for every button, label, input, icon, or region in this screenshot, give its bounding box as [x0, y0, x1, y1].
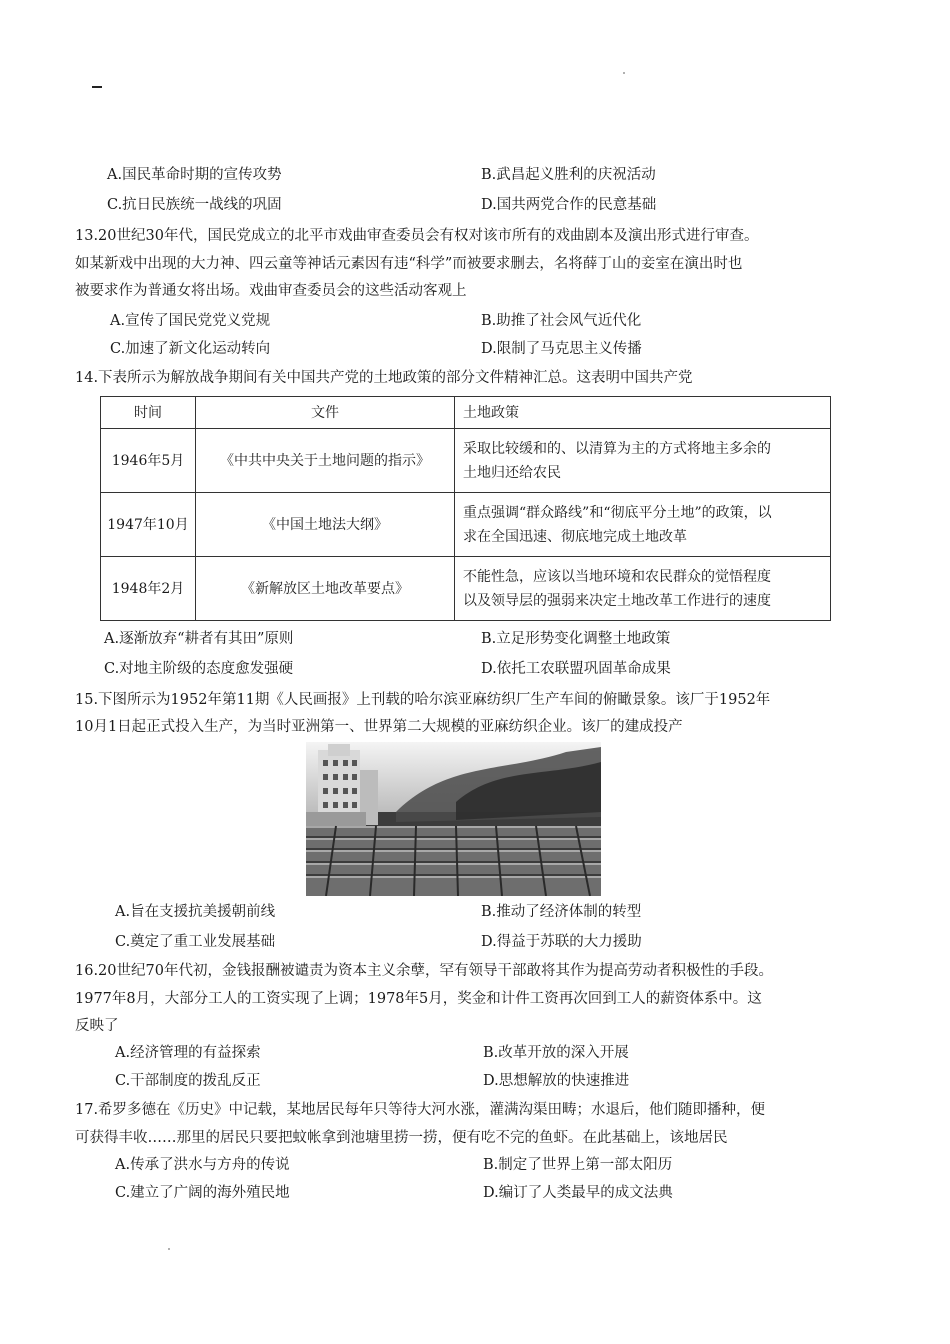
- policy-line: 土地归还给农民: [463, 464, 561, 481]
- policy-line: 采取比较缓和的、以清算为主的方式将地主多余的: [463, 440, 771, 457]
- q14-option-b[interactable]: B.立足形势变化调整土地政策: [481, 631, 671, 647]
- q13-option-c[interactable]: C.加速了新文化运动转向: [110, 341, 271, 357]
- policy-line: 以及领导层的强弱来决定土地改革工作进行的速度: [463, 592, 771, 609]
- cell-time: 1947年10月: [101, 493, 196, 557]
- q13-option-d[interactable]: D.限制了马克思主义传播: [481, 341, 642, 357]
- cell-document: 《中共中央关于土地问题的指示》: [196, 429, 455, 493]
- q15-stem-line: 10月1日起正式投入生产，为当时亚洲第一、世界第二大规模的亚麻纺织企业。该厂的建成投产: [75, 719, 683, 735]
- q17-option-d[interactable]: D.编订了人类最早的成文法典: [483, 1185, 673, 1201]
- q12-option-a[interactable]: A.国民革命时期的宣传攻势: [107, 167, 282, 183]
- cell-policy: [455, 429, 831, 493]
- policy-line: 重点强调“群众路线”和“彻底平分土地”的政策，以: [463, 504, 772, 521]
- cell-policy: [455, 493, 831, 557]
- header-policy: 土地政策: [455, 397, 831, 429]
- scan-speck: [168, 1248, 170, 1250]
- cell-document: 《中国土地法大纲》: [196, 493, 455, 557]
- q15-option-b[interactable]: B.推动了经济体制的转型: [481, 904, 642, 920]
- factory-photo: [306, 742, 601, 896]
- q13-option-b[interactable]: B.助推了社会风气近代化: [481, 313, 642, 329]
- q17-option-a[interactable]: A.传承了洪水与方舟的传说: [115, 1157, 290, 1173]
- cell-time: 1946年5月: [101, 429, 196, 493]
- q14-option-c[interactable]: C.对地主阶级的态度愈发强硬: [104, 661, 294, 677]
- factory-aerial-image: [306, 742, 601, 896]
- q16-option-a[interactable]: A.经济管理的有益探索: [115, 1045, 261, 1061]
- q13-stem-line: 13.20世纪30年代，国民党成立的北平市戏曲审查委员会有权对该市所有的戏曲剧本及演出形式进行审查。: [75, 228, 759, 244]
- q14-option-d[interactable]: D.依托工农联盟巩固革命成果: [481, 661, 671, 677]
- q16-stem-line: 1977年8月，大部分工人的工资实现了上调；1978年5月，奖金和计件工资再次回到工人的薪资体系中。这: [75, 991, 762, 1007]
- q12-option-d[interactable]: D.国共两党合作的民意基础: [481, 197, 657, 213]
- q16-option-b[interactable]: B.改革开放的深入开展: [483, 1045, 629, 1061]
- cell-policy: [455, 557, 831, 621]
- table-row: [101, 493, 831, 557]
- q15-stem-line: 15.下图所示为1952年第11期《人民画报》上刊载的哈尔滨亚麻纺织厂生产车间的俯瞰景象。该厂于1952年: [75, 692, 771, 708]
- header-time: 时间: [101, 397, 196, 429]
- q13-option-a[interactable]: A.宣传了国民党党义党规: [110, 313, 271, 329]
- q16-option-d[interactable]: D.思想解放的快速推进: [483, 1073, 630, 1089]
- table-row: [101, 557, 831, 621]
- table-header-row: [101, 397, 831, 429]
- q15-option-c[interactable]: C.奠定了重工业发展基础: [115, 934, 276, 950]
- land-policy-table: [100, 396, 831, 621]
- q15-option-d[interactable]: D.得益于苏联的大力援助: [481, 934, 642, 950]
- scan-speck: [623, 72, 625, 74]
- table-row: [101, 429, 831, 493]
- cell-document: 《新解放区土地改革要点》: [196, 557, 455, 621]
- header-document: 文件: [196, 397, 455, 429]
- q14-stem: 14.下表所示为解放战争期间有关中国共产党的土地政策的部分文件精神汇总。这表明中国共产党: [75, 370, 693, 386]
- q17-stem-line: 17.希罗多德在《历史》中记载，某地居民每年只等待大河水涨，灌满沟渠田畴；水退后，他们随即播种，便: [75, 1102, 766, 1118]
- stray-mark: [92, 86, 102, 88]
- q16-stem-line: 反映了: [75, 1018, 119, 1034]
- q17-option-b[interactable]: B.制定了世界上第一部太阳历: [483, 1157, 673, 1173]
- q16-option-c[interactable]: C.干部制度的拨乱反正: [115, 1073, 261, 1089]
- cell-time: 1948年2月: [101, 557, 196, 621]
- q13-stem-line: 被要求作为普通女将出场。戏曲审查委员会的这些活动客观上: [75, 283, 467, 299]
- q15-option-a[interactable]: A.旨在支援抗美援朝前线: [115, 904, 276, 920]
- q17-option-c[interactable]: C.建立了广阔的海外殖民地: [115, 1185, 290, 1201]
- q12-option-b[interactable]: B.武昌起义胜利的庆祝活动: [481, 167, 656, 183]
- q17-stem-line: 可获得丰收……那里的居民只要把蚊帐拿到池塘里捞一捞，便有吃不完的鱼虾。在此基础上，该地居民: [75, 1130, 728, 1146]
- q14-option-a[interactable]: A.逐渐放弃“耕者有其田”原则: [104, 631, 294, 647]
- q12-option-c[interactable]: C.抗日民族统一战线的巩固: [107, 197, 282, 213]
- q13-stem-line: 如某新戏中出现的大力神、四云童等神话元素因有违“科学”而被要求删去，名将薛丁山的妾室在演出时也: [75, 256, 743, 272]
- policy-line: 求在全国迅速、彻底地完成土地改革: [463, 528, 687, 545]
- q16-stem-line: 16.20世纪70年代初，金钱报酬被谴责为资本主义余孽，罕有领导干部敢将其作为提高劳动者积极性的手段。: [75, 963, 773, 979]
- policy-line: 不能性急，应该以当地环境和农民群众的觉悟程度: [463, 568, 771, 585]
